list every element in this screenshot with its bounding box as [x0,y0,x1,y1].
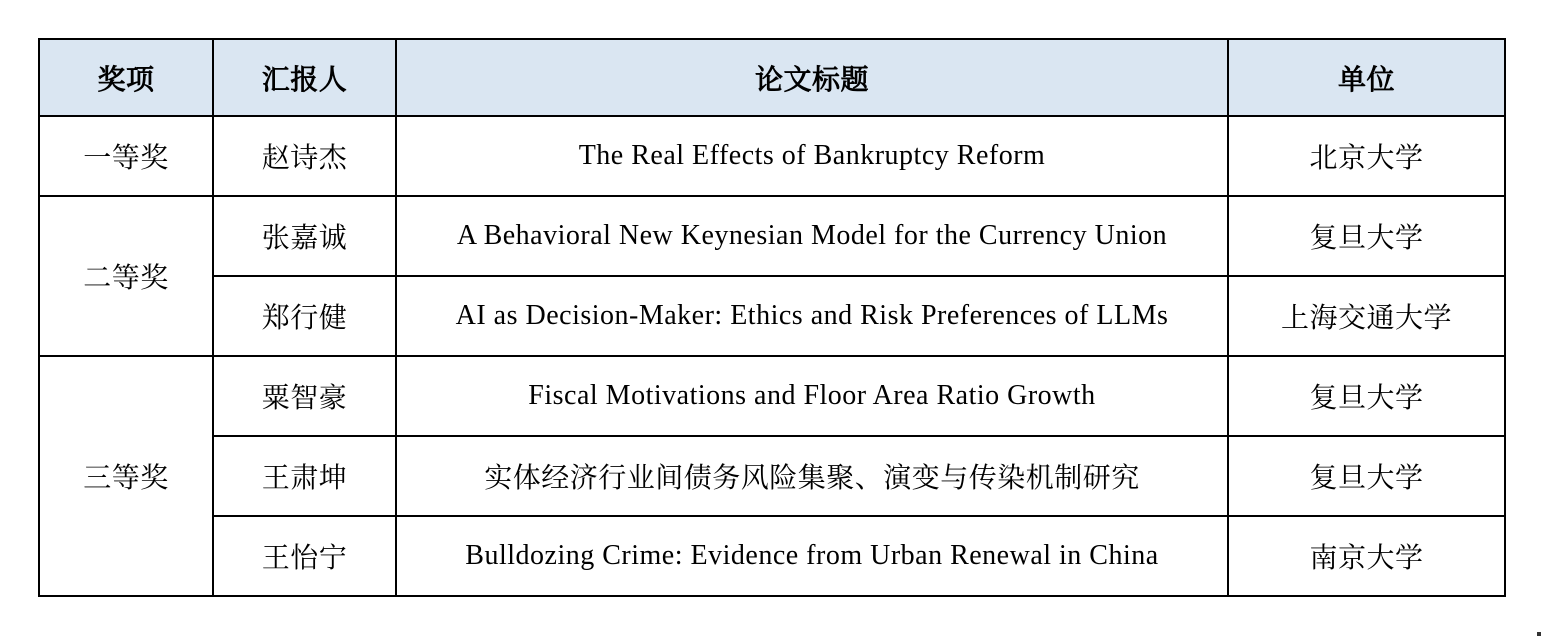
affiliation-cell: 上海交通大学 [1228,276,1505,356]
table-row [39,356,1505,436]
affiliation-cell: 北京大学 [1228,116,1505,196]
table-row [39,516,1505,596]
paper-title-cell: AI as Decision-Maker: Ethics and Risk Preferences of LLMs [396,276,1228,356]
presenter-cell: 王怡宁 [213,516,396,596]
table-row [39,196,1505,276]
affiliation-cell: 复旦大学 [1228,196,1505,276]
presenter-cell: 粟智豪 [213,356,396,436]
award-cell-third-prize: 三等奖 [39,356,213,596]
header-paper-title: 论文标题 [396,39,1228,116]
presenter-cell: 郑行健 [213,276,396,356]
table-row [39,436,1505,516]
awards-table [38,38,1506,597]
affiliation-cell: 复旦大学 [1228,356,1505,436]
paper-title-cell: A Behavioral New Keynesian Model for the Currency Union [396,196,1228,276]
presenter-cell: 张嘉诚 [213,196,396,276]
header-row [39,39,1505,116]
award-cell-first-prize: 一等奖 [39,116,213,196]
paper-title-cell: Fiscal Motivations and Floor Area Ratio Growth [396,356,1228,436]
award-cell-second-prize: 二等奖 [39,196,213,356]
paper-title-cell: 实体经济行业间债务风险集聚、演变与传染机制研究 [396,436,1228,516]
paper-title-cell: The Real Effects of Bankruptcy Reform [396,116,1228,196]
header-affiliation: 单位 [1228,39,1505,116]
header-award: 奖项 [39,39,213,116]
affiliation-cell: 南京大学 [1228,516,1505,596]
page-corner-artifact [1537,632,1541,636]
presenter-cell: 赵诗杰 [213,116,396,196]
table-row [39,116,1505,196]
paper-title-cell: Bulldozing Crime: Evidence from Urban Renewal in China [396,516,1228,596]
presenter-cell: 王肃坤 [213,436,396,516]
header-presenter: 汇报人 [213,39,396,116]
table-row [39,276,1505,356]
affiliation-cell: 复旦大学 [1228,436,1505,516]
